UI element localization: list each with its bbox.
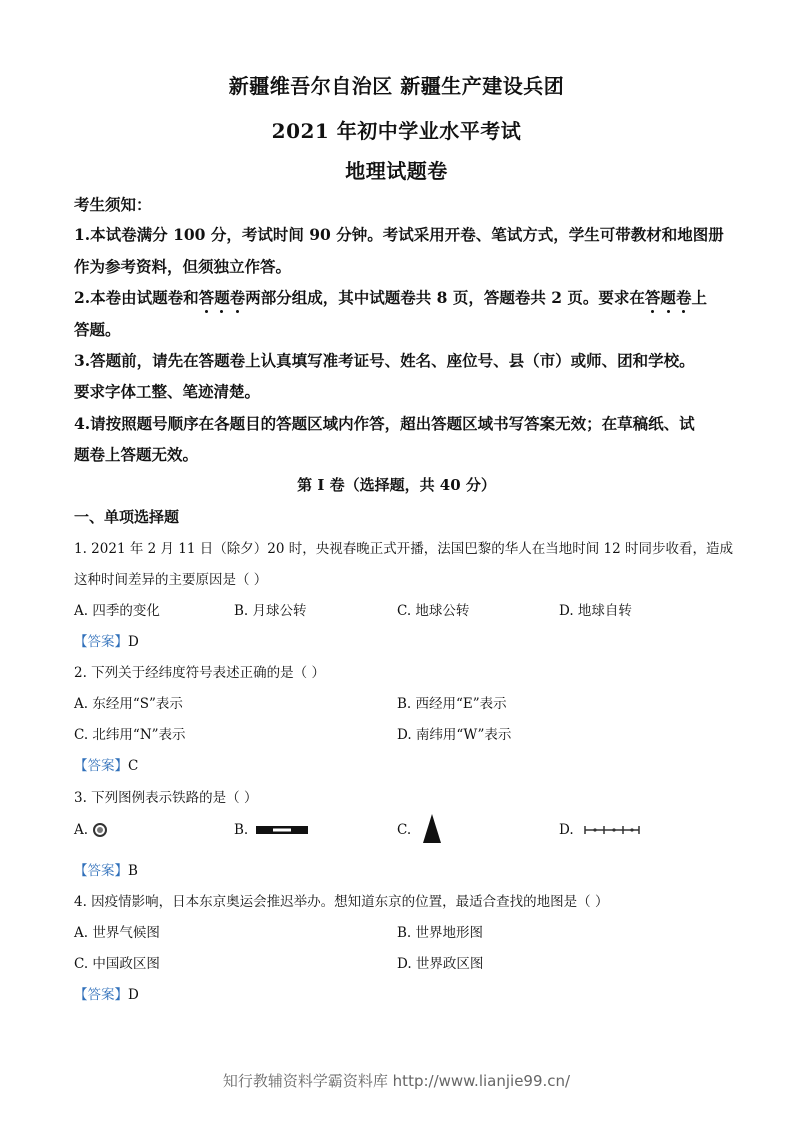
emphasis-text	[645, 288, 692, 307]
emphasis-text	[199, 288, 246, 307]
question-1-stem-line1: 1. 2021 年 2 月 11 日（除夕）20 时，央视春晚正式开播，法国巴黎的华人在当地时间 12 时同步收看，造成	[74, 541, 733, 557]
question-3-option-d: D.	[559, 822, 574, 838]
emphasis-char: 答	[644, 288, 661, 307]
question-2-option-b: B. 西经用“E”表示	[397, 696, 507, 712]
notice-item2-line2: 答题。	[74, 320, 121, 339]
question-2-stem: 2. 下列关于经纬度符号表述正确的是（ ）	[74, 665, 325, 681]
answer-value: C	[128, 758, 139, 774]
question-4-option-d: D. 世界政区图	[397, 956, 484, 972]
answer-tag: 【答案】	[74, 987, 128, 1003]
circle-symbol-icon	[92, 822, 108, 838]
question-4-option-c: C. 中国政区图	[74, 956, 160, 972]
question-1-stem-line2: 这种时间差异的主要原因是（ ）	[74, 572, 268, 588]
question-1-answer	[74, 630, 139, 650]
notice-item2-text-c: 上	[691, 288, 707, 307]
question-2-answer	[74, 754, 138, 774]
peak-triangle-icon	[422, 814, 442, 844]
question-2-option-d: D. 南纬用“W”表示	[397, 727, 512, 743]
footer-watermark: 知行教辅资料学霸资料库 http://www.lianjie99.cn/	[222, 1072, 571, 1090]
answer-tag: 【答案】	[74, 758, 128, 774]
notice-item4-line1: 4.请按照题号顺序在各题目的答题区域内作答，超出答题区域书写答案无效；在草稿纸、试	[74, 414, 695, 433]
question-4-option-b: B. 世界地形图	[397, 925, 484, 941]
notice-item3-line2: 要求字体工整、笔迹清楚。	[74, 382, 261, 401]
question-3-option-b: B.	[234, 822, 249, 838]
question-4-answer	[74, 983, 139, 1003]
answer-value: B	[128, 863, 138, 879]
title-subject: 地理试题卷	[345, 159, 448, 183]
emphasis-char: 答	[198, 288, 215, 307]
question-3-option-a: A.	[74, 822, 89, 838]
notice-item2-text-a: 2.本卷由试题卷和	[74, 288, 199, 307]
emphasis-char: 卷	[229, 288, 246, 307]
question-2-option-c: C. 北纬用“N”表示	[74, 727, 186, 743]
boundary-line-icon	[584, 825, 640, 835]
emphasis-char: 题	[214, 288, 230, 307]
answer-tag: 【答案】	[74, 634, 128, 650]
emphasis-answer-sheet-1	[199, 288, 246, 307]
notice-item2-line1	[74, 286, 707, 308]
question-1-option-d: D. 地球自转	[559, 603, 632, 619]
emphasis-char: 题	[660, 288, 676, 307]
question-4-stem: 4. 因疫情影响，日本东京奥运会推迟举办。想知道东京的位置，最适合查找的地图是（ ）	[74, 894, 609, 910]
question-1-option-a: A. 四季的变化	[74, 603, 160, 619]
section-heading: 一、单项选择题	[74, 508, 180, 526]
railway-symbol-icon	[256, 825, 308, 835]
title-region: 新疆维吾尔自治区 新疆生产建设兵团	[228, 74, 565, 98]
notice-item4-line2: 题卷上答题无效。	[74, 445, 199, 464]
question-3-stem: 3. 下列图例表示铁路的是（ ）	[74, 790, 258, 806]
notice-heading: 考生须知：	[74, 195, 152, 214]
question-2-option-a: A. 东经用“S”表示	[74, 696, 183, 712]
notice-item3-line1: 3.答题前，请先在答题卷上认真填写准考证号、姓名、座位号、县（市）或师、团和学校。	[74, 351, 695, 370]
question-1-option-b: B. 月球公转	[234, 603, 307, 619]
question-4-option-a: A. 世界气候图	[74, 925, 160, 941]
notice-item2-text-b: 两部分组成，其中试题卷共 8 页，答题卷共 2 页。要求在	[245, 288, 645, 307]
answer-tag: 【答案】	[74, 863, 128, 879]
notice-item1-line1: 1.本试卷满分 100 分，考试时间 90 分钟。考试采用开卷、笔试方式，学生可带教材和地图册	[74, 225, 724, 244]
question-3-option-c: C.	[397, 822, 412, 838]
answer-value: D	[128, 987, 139, 1003]
part-title: 第 I 卷（选择题，共 40 分）	[297, 476, 496, 494]
notice-item1-line2: 作为参考资料，但须独立作答。	[74, 257, 292, 276]
emphasis-answer-sheet-2	[645, 288, 692, 307]
emphasis-char: 卷	[675, 288, 692, 307]
question-3-answer	[74, 859, 138, 879]
question-1-option-c: C. 地球公转	[397, 603, 470, 619]
answer-value: D	[128, 634, 139, 650]
title-exam: 2021 年初中学业水平考试	[271, 119, 522, 143]
